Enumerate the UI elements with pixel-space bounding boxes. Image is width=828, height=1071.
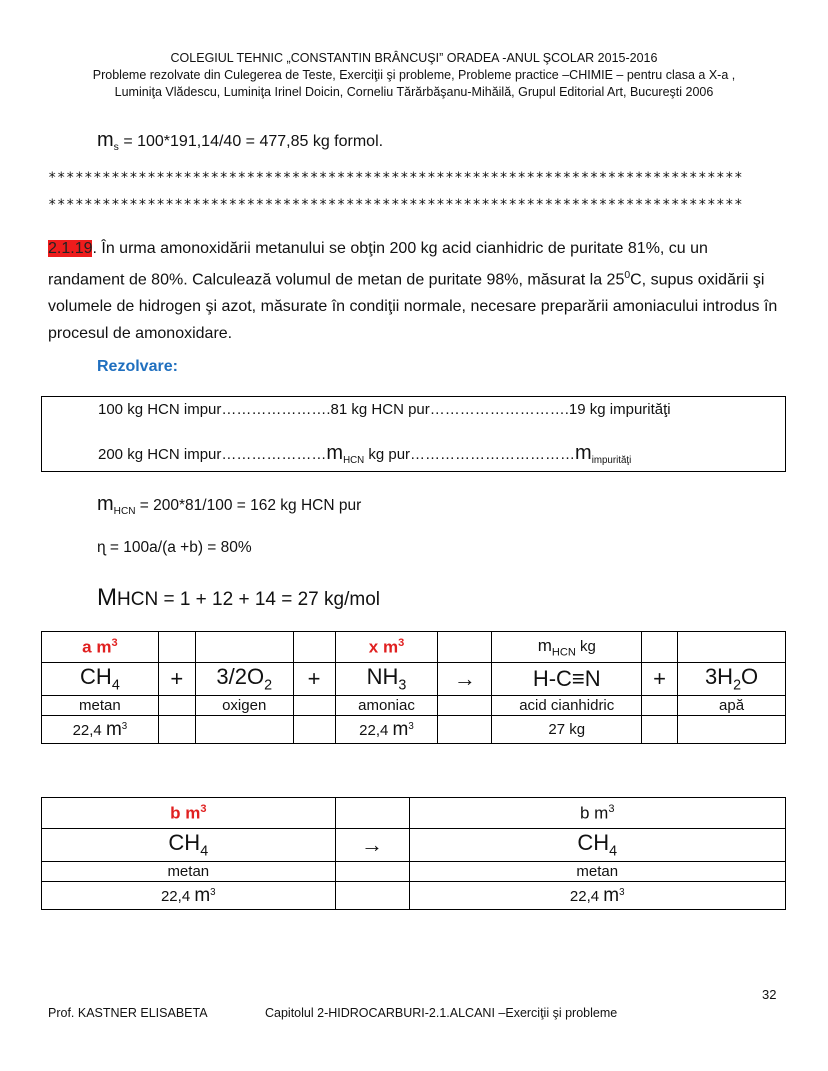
footer-chapter: Capitolul 2-HIDROCARBURI-2.1.ALCANI –Exerciţii şi probleme	[265, 1006, 618, 1020]
table-row: 22,4 $m^3$ 22,4 $m^3$ 27 kg	[42, 716, 786, 744]
table-row: metan metan	[42, 862, 786, 882]
separator-line: *****************************************************************************	[48, 170, 744, 186]
purity-line-1: 100 kg HCN impur………………….81 kg HCN pur……………………….19 kg impurităţi	[98, 401, 671, 418]
table-row: $CH_4$ → $CH_4$	[42, 829, 786, 862]
molar-mass-equation: MHCN = 1 + 12 + 14 = 27 kg/mol	[97, 584, 380, 611]
ammoxidation-reaction-table	[41, 631, 786, 744]
reaction-arrow-icon: →	[453, 666, 476, 691]
problem-statement: 2.1.19. În urma amonoxidării metanului se obţin 200 kg acid cianhidric de puritate 81%, cu un randament de 80%. Calculează volumul de metan de puritate 98%, măsurat la $25^0C$, supus oxidării şi volumele de hidrogen şi azot, măsurate în condiţii normale, necesare preparării amoniacului introdus în procesul de amonoxidare.	[48, 240, 778, 343]
table-row: 22,4 $m^3$ 22,4 $m^3$	[42, 882, 786, 910]
unreacted-methane-table	[41, 797, 786, 910]
header-line-3: Luminiţa Vlădescu, Luminiţa Irinel Doicin, Corneliu Tărărbăşanu-Mihăilă, Grupul Editorial Art, Bucureşti 2006	[114, 85, 714, 99]
table-row: metan oxigen amoniac acid cianhidric apă	[42, 696, 786, 716]
previous-result-formula: $m_s = 100*191,14/40 = 477,85$ kg formol.	[97, 129, 384, 154]
table-row: b $m^3$ b $m^3$	[42, 798, 786, 829]
page-number: 32	[762, 987, 777, 1002]
problem-id: 2.1.19	[48, 240, 93, 257]
header-line-1: COLEGIUL TEHNIC „CONSTANTIN BRÂNCUŞI” ORADEA -ANUL ŞCOLAR 2015-2016	[170, 51, 658, 65]
solution-heading: Rezolvare:	[97, 358, 178, 375]
header-line-2: Probleme rezolvate din Culegerea de Teste, Exerciţii şi probleme, Probleme practice –CHIMIE – pentru clasa a X-a ,	[92, 68, 736, 82]
footer-author: Prof. KASTNER ELISABETA	[48, 1006, 208, 1020]
yield-equation: ɳ = 100a/(a +b) = 80%	[97, 539, 252, 556]
reaction-arrow-icon: →	[361, 832, 384, 857]
table-row: $CH_4$ + $3/2O_2$ + $NH_3$ → H-C≡N + $3H_2O$	[42, 663, 786, 696]
purity-proportion-box	[41, 396, 786, 472]
separator-line: *****************************************************************************	[48, 197, 744, 213]
purity-line-2: 200 kg HCN $impur\dots\dots\dots\dots\dots\dots\dots m_{HCN}$ kg $pur\dots\dots\dots\dots\dots\dots\dots\dots\dots\dots\dots m_{impurităţi}$	[98, 442, 632, 466]
mass-hcn-equation: $m_{HCN} = 200*81/100 = 162$ kg HCN pur	[97, 493, 362, 518]
table-row: a $m^3$ x $m^3$ $m_{HCN}$ kg	[42, 632, 786, 663]
